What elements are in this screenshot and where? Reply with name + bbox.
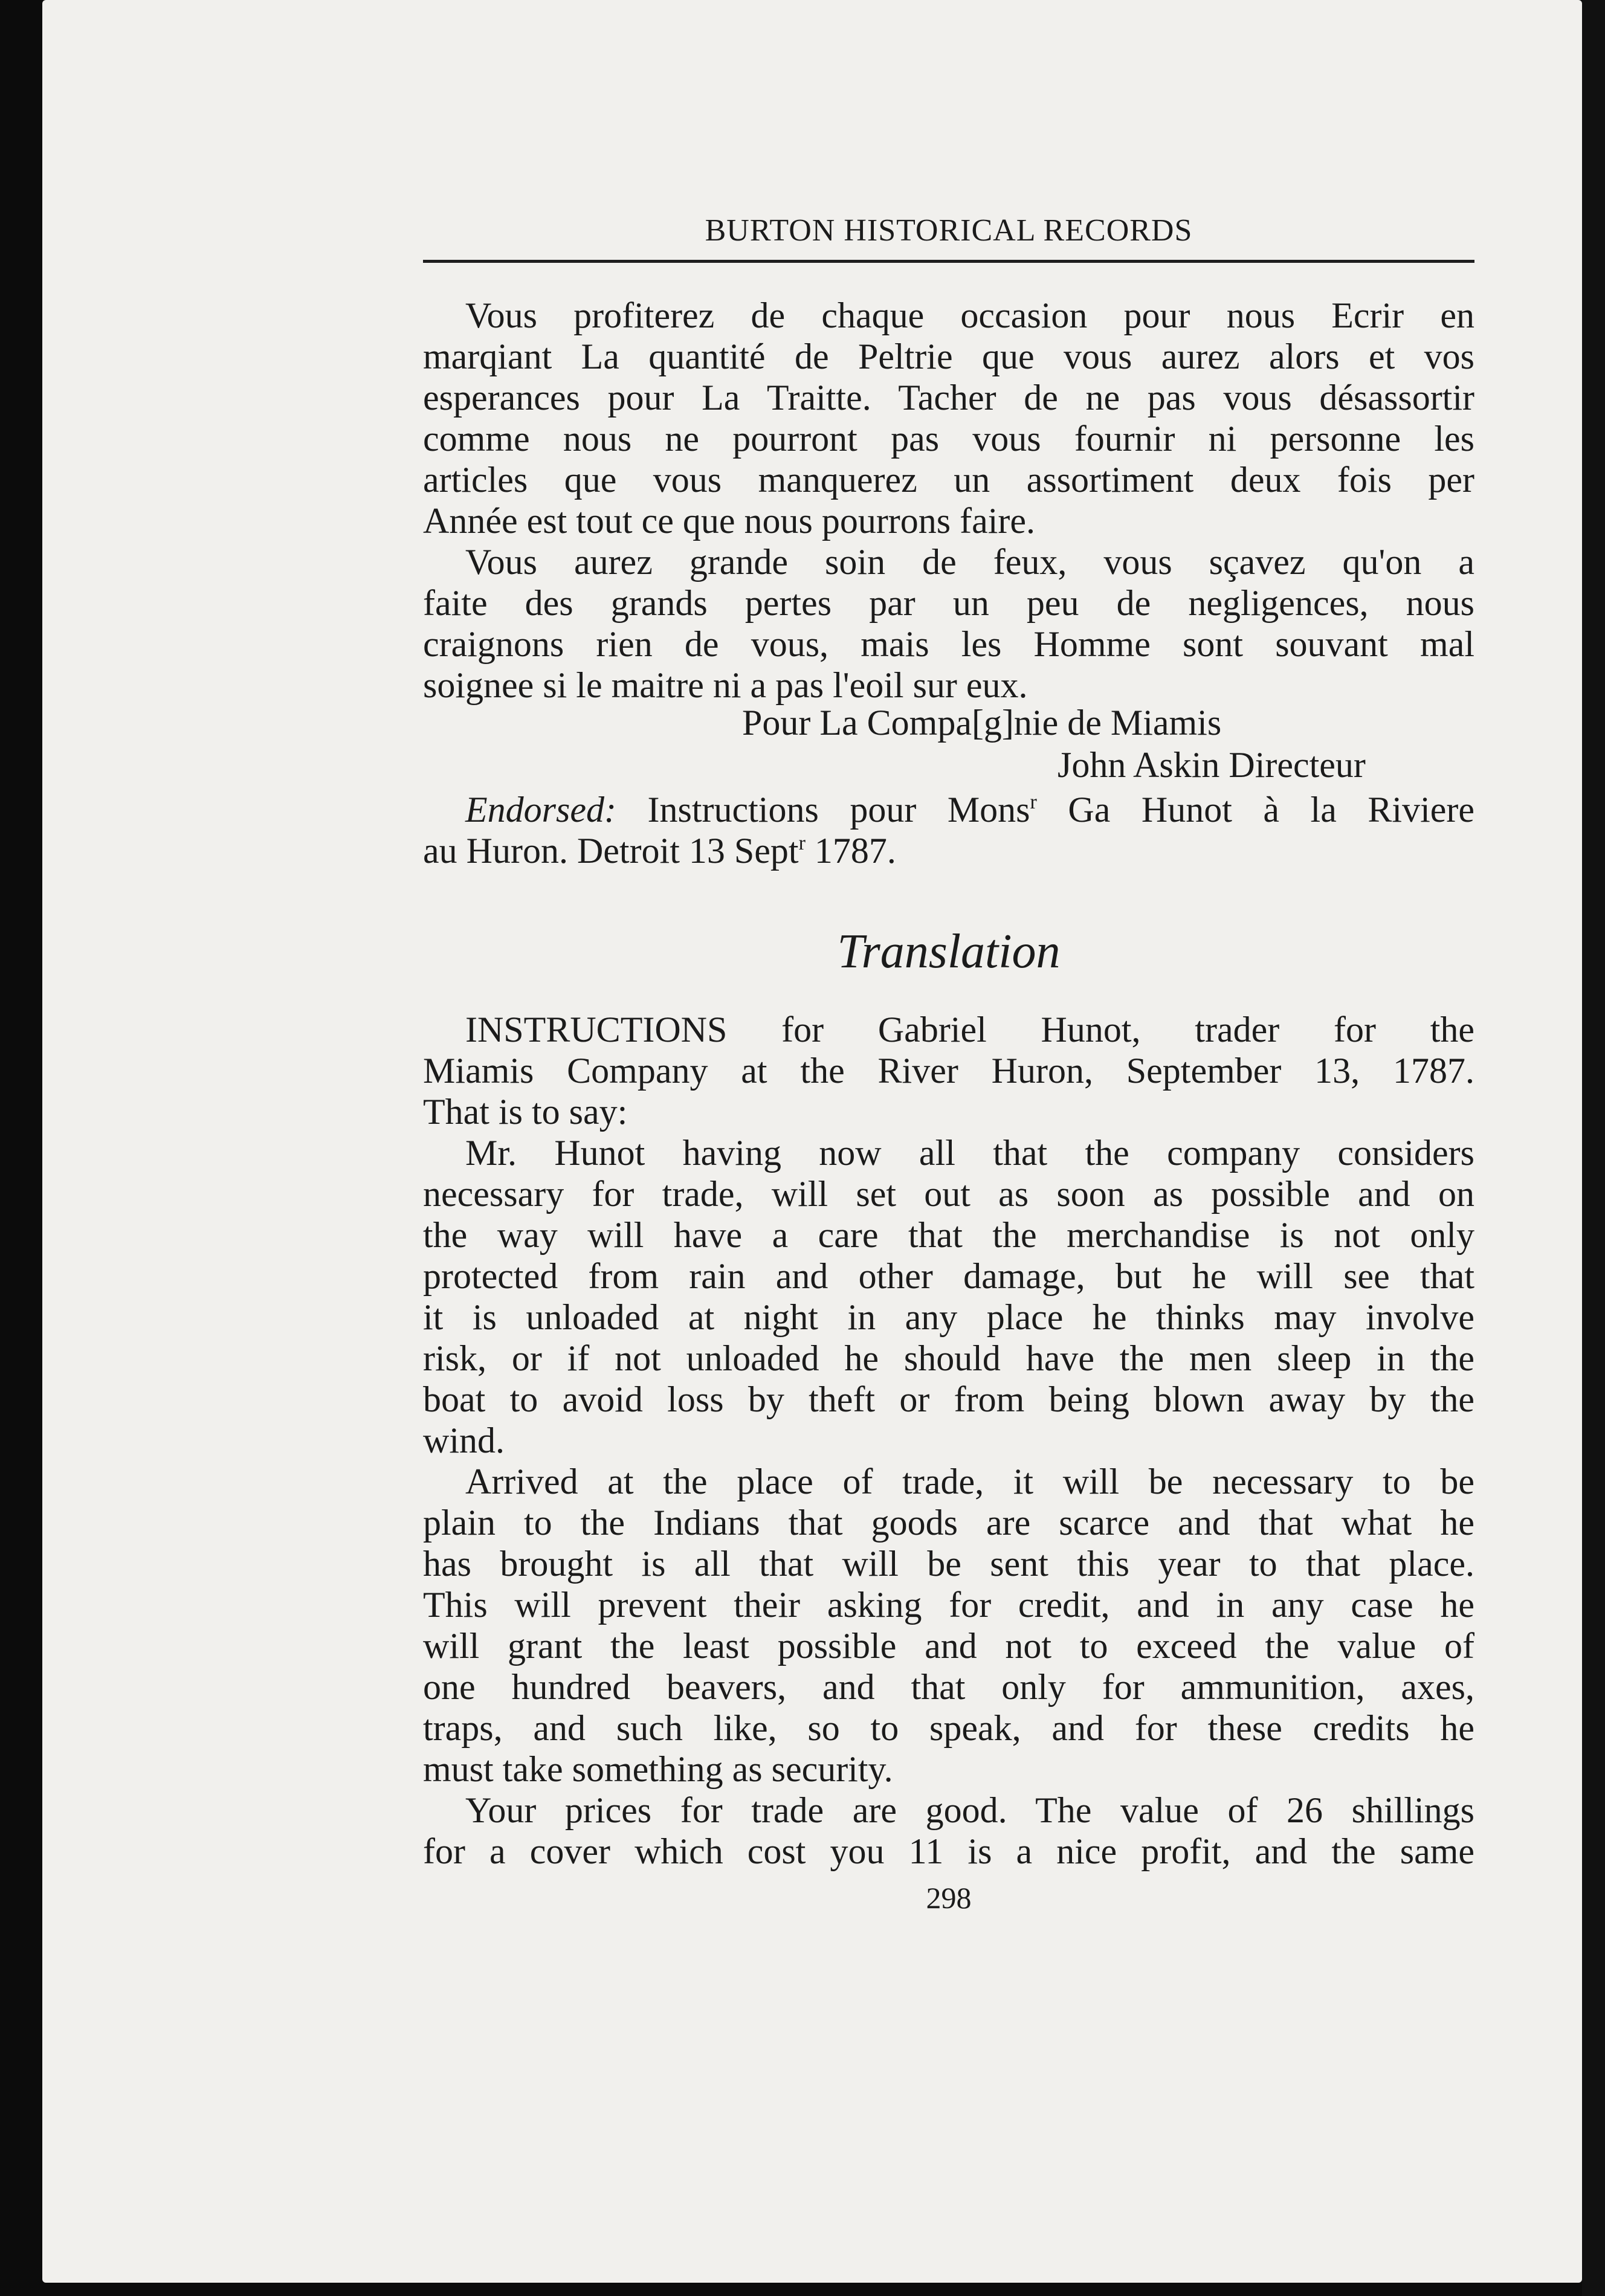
french-p1-line: esperances pour La Traitte. Tacher de ne pas vous désassortir (423, 378, 1474, 418)
english-p1-line: Miamis Company at the River Huron, September 13, 1787. (423, 1051, 1474, 1091)
english-p1-line: INSTRUCTIONS for Gabriel Hunot, trader for the (465, 1010, 1474, 1050)
translation-heading: Translation (837, 925, 1061, 978)
english-p2-line: Mr. Hunot having now all that the company considers (465, 1133, 1474, 1173)
endorsed-text: Ga Hunot à la Riviere (1036, 790, 1474, 830)
english-p2-line: necessary for trade, will set out as soon as possible and on (423, 1174, 1474, 1214)
french-p2-line: Vous aurez grande soin de feux, vous sçavez qu'on a (465, 542, 1474, 582)
english-p2-line: protected from rain and other damage, but he will see that (423, 1256, 1474, 1296)
english-p3-line: must take something as security. (423, 1749, 893, 1789)
french-p2-line: soignee si le maitre ni a pas l'eoil sur eux. (423, 665, 1028, 705)
english-p3-line: one hundred beavers, and that only for ammunition, axes, (423, 1667, 1474, 1707)
endorsed-label: Endorsed: (465, 790, 616, 830)
endorsement-line-1 (423, 789, 1474, 830)
english-p4-line: for a cover which cost you 11 is a nice profit, and the same (423, 1831, 1474, 1871)
english-p3-line: This will prevent their asking for credit, and in any case he (423, 1585, 1474, 1625)
french-p1-line: comme nous ne pourront pas vous fournir ni personne les (423, 419, 1474, 459)
scan-edge (1582, 0, 1605, 2296)
signature-company: Pour La Compa[g]nie de Miamis (742, 703, 1222, 743)
english-p3-line: traps, and such like, so to speak, and for these credits he (423, 1708, 1474, 1748)
english-p3-line: has brought is all that will be sent this year to that place. (423, 1544, 1474, 1584)
running-head: BURTON HISTORICAL RECORDS (705, 213, 1193, 248)
english-p2-line: risk, or if not unloaded he should have the men sleep in the (423, 1338, 1474, 1378)
header-rule (423, 260, 1474, 263)
english-p3-line: plain to the Indians that goods are scarce and that what he (423, 1503, 1474, 1543)
endorsed-superscript: r (798, 832, 806, 854)
page-number: 298 (926, 1881, 972, 1915)
english-p2-line: wind. (423, 1420, 505, 1460)
english-p3-line: Arrived at the place of trade, it will be necessary to be (465, 1462, 1474, 1501)
english-p2-line: boat to avoid loss by theft or from being blown away by the (423, 1379, 1474, 1419)
english-p3-line: will grant the least possible and not to exceed the value of (423, 1626, 1474, 1666)
french-p1-line: Année est tout ce que nous pourrons faire. (423, 501, 1036, 541)
french-p1-line: Vous profiterez de chaque occasion pour nous Ecrir en (465, 295, 1474, 335)
endorsed-superscript: r (1030, 791, 1037, 813)
french-p2-line: craignons rien de vous, mais les Homme sont souvant mal (423, 624, 1474, 664)
signature-name: John Askin Directeur (1058, 745, 1366, 785)
english-p2-line: the way will have a care that the merchandise is not only (423, 1215, 1474, 1255)
french-p1-line: articles que vous manquerez un assortiment deux fois per (423, 460, 1474, 500)
endorsed-text: 1787. (805, 831, 896, 871)
english-p2-line: it is unloaded at night in any place he thinks may involve (423, 1297, 1474, 1337)
french-p2-line: faite des grands pertes par un peu de negligences, nous (423, 583, 1474, 623)
endorsed-text: au Huron. Detroit 13 Sept (423, 831, 799, 871)
english-p1-line: That is to say: (423, 1092, 628, 1132)
english-p4-line: Your prices for trade are good. The value of 26 shillings (465, 1790, 1474, 1830)
french-p1-line: marqiant La quantité de Peltrie que vous aurez alors et vos (423, 337, 1474, 376)
endorsement-line-2 (423, 830, 1474, 871)
endorsed-text: Instructions pour Mons (616, 790, 1030, 830)
